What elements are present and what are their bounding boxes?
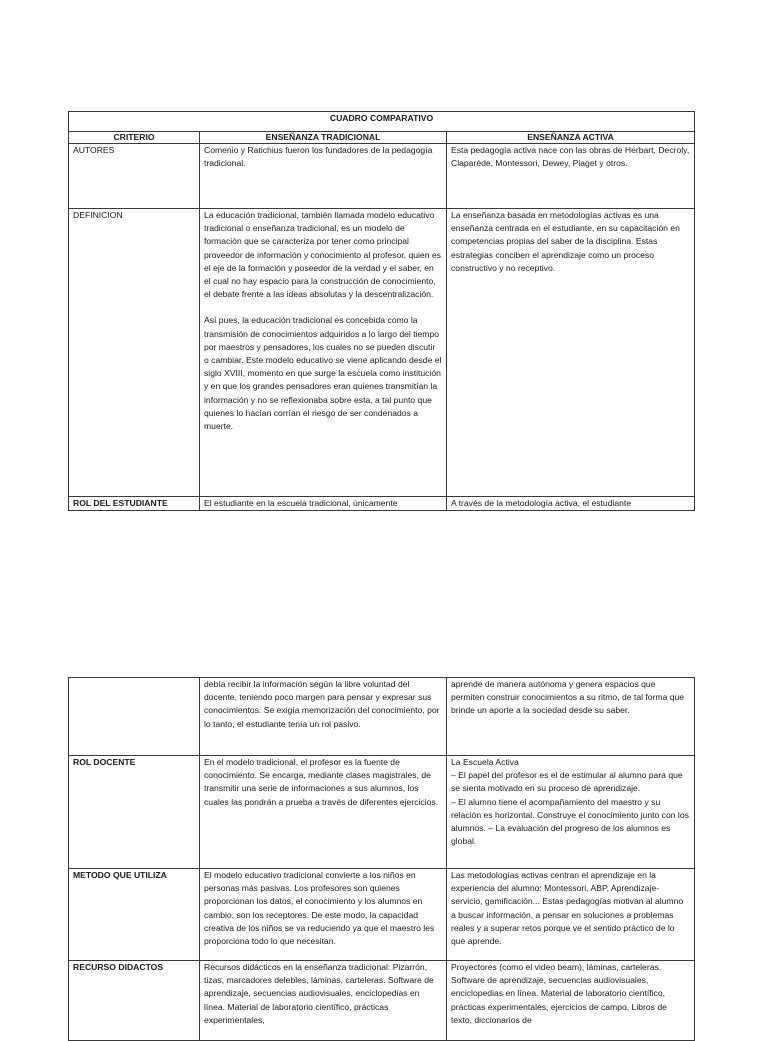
row-rol-estudiante xyxy=(69,497,695,511)
criterio-rol-estudiante-cont xyxy=(69,678,200,756)
tradicional-metodo: El modelo educativo tradicional convierte a los niños en personas más pasivas. Los profesores son quienes proporcionan los datos, el conocimiento y los alumnos en cambio, son los receptores. De este modo, la capacidad creativa de los niños se va reduciendo ya que el maestro les proporciona todo lo que necesitan. xyxy=(200,869,447,961)
activa-rol-docente xyxy=(447,756,695,869)
activa-metodo: Las metodologías activas centran el aprendizaje en la experiencia del alumno: Montessori, ABP, Aprendizaje-servicio, gamificación... Estas pedagogías motivan al alumno a buscar información, a pensar en soluciones a problemas reales y a superar retos porque ve el sentido práctico de lo que aprende. xyxy=(447,869,695,961)
tradicional-autores: Comenio y Ratichius fueron los fundadores de la pedagogía tradicional. xyxy=(200,144,447,209)
comparison-table-page-1 xyxy=(68,111,695,511)
criterio-definicion: DEFINICION xyxy=(69,209,200,497)
activa-rol-estudiante-cont: aprende de manera autónoma y genera espacios que permiten construir conocimientos a su ritmo, de tal forma que brinde un aporte a la sociedad desde su saber. xyxy=(447,678,695,756)
rol-docente-line-2: – El papel del profesor es el de estimular al alumno para que se sienta motivado en su proceso de aprendizaje. xyxy=(451,770,683,794)
row-rol-docente xyxy=(69,756,695,869)
tradicional-rol-docente: En el modelo tradicional, el profesor es la fuente de conocimiento. Se encarga, mediante clases magistrales, de transmitir una serie de informaciones a sus alumnos, los cuales las pondrán a prueba a través de diferentes ejercicios. xyxy=(200,756,447,869)
tradicional-rol-estudiante-cont: debía recibir la información según la libre voluntad del docente, teniendo poco margen para pensar y expresar sus conocimientos. Se exigía memorización del conocimiento, por lo tanto, el estudiante tenía un rol pasivo. xyxy=(200,678,447,756)
criterio-recurso: RECURSO DIDACTOS xyxy=(69,961,200,1041)
header-criterio: CRITERIO xyxy=(69,132,200,144)
tradicional-recurso: Recursos didácticos en la enseñanza tradicional: Pizarrón, tizas, marcadores delebles, láminas, carteleras. Software de aprendizaje, secuencias audiovisuales, enciclopedias en línea. Material de laboratorio científico, prácticas experimentales, xyxy=(200,961,447,1041)
definicion-paragraph-2: Así pues, la educación tradicional es concebida como la transmisión de conocimientos adquiridos a lo largo del tiempo por maestros y pensadores, los cuales no se pueden discutir o cambiar. Este modelo educativo se viene aplicando desde el siglo XVIII, momento en que surge la escuela como institución y en que los grandes pensadores eran quienes transmitían la información y no se reflexionaba sobre esta, a tal punto que quienes lo hacían corrían el riesgo de ser condenados a muerte. xyxy=(204,315,442,432)
header-tradicional: ENSEÑANZA TRADICIONAL xyxy=(200,132,447,144)
activa-autores: Esta pedagogía activa nace con las obras de Herbart, Decroly, Claparède, Montessori, Dewey, Piaget y otros. xyxy=(447,144,695,209)
row-definicion xyxy=(69,209,695,497)
activa-definicion: La enseñanza basada en metodologías activas es una enseñanza centrada en el estudiante, en su capacitación en competencias propias del saber de la disciplina. Estas estrategias conciben el aprendizaje como un proceso constructivo y no receptivo. xyxy=(447,209,695,497)
comparison-table-page-2 xyxy=(68,677,695,1041)
row-rol-estudiante-cont xyxy=(69,678,695,756)
header-activa: ENSEÑANZA ACTIVA xyxy=(447,132,695,144)
row-recurso xyxy=(69,961,695,1041)
definicion-paragraph-1: La educación tradicional, también llamada modelo educativo tradicional o enseñanza tradicional, es un modelo de formación que se caracteriza por tener como principal proveedor de información y conocimiento al profesor, quien es el eje de la formación y poseedor de la verdad y el saber, en el cual no hay espacio para la construcción de conocimiento, el debate frente a las ideas absolutas y la descentralización. xyxy=(204,210,441,300)
tradicional-rol-estudiante: El estudiante en la escuela tradicional, únicamente xyxy=(200,497,447,511)
rol-docente-line-3: – El alumno tiene el acompañamiento del maestro y su relación es horizontal. Construye el conocimiento junto con los alumnos. – La evaluación del progreso de los alumnos es global. xyxy=(451,796,689,847)
table-title: CUADRO COMPARATIVO xyxy=(69,112,695,132)
rol-docente-line-1: La Escuela Activa xyxy=(451,757,519,767)
activa-recurso: Proyectores (como el video beam), láminas, carteleras. Software de aprendizaje, secuencias audiovisuales, enciclopedias en línea. Material de laboratorio científico, prácticas experimentales, ejercicios de campo. Libros de texto, diccionarios de xyxy=(447,961,695,1041)
criterio-autores: AUTORES xyxy=(69,144,200,209)
criterio-rol-docente: ROL DOCENTE xyxy=(69,756,200,869)
criterio-metodo: METODO QUE UTILIZA xyxy=(69,869,200,961)
activa-rol-estudiante: A través de la metodología activa, el estudiante xyxy=(447,497,695,511)
criterio-rol-estudiante: ROL DEL ESTUDIANTE xyxy=(69,497,200,511)
tradicional-definicion xyxy=(200,209,447,497)
row-autores xyxy=(69,144,695,209)
row-metodo xyxy=(69,869,695,961)
